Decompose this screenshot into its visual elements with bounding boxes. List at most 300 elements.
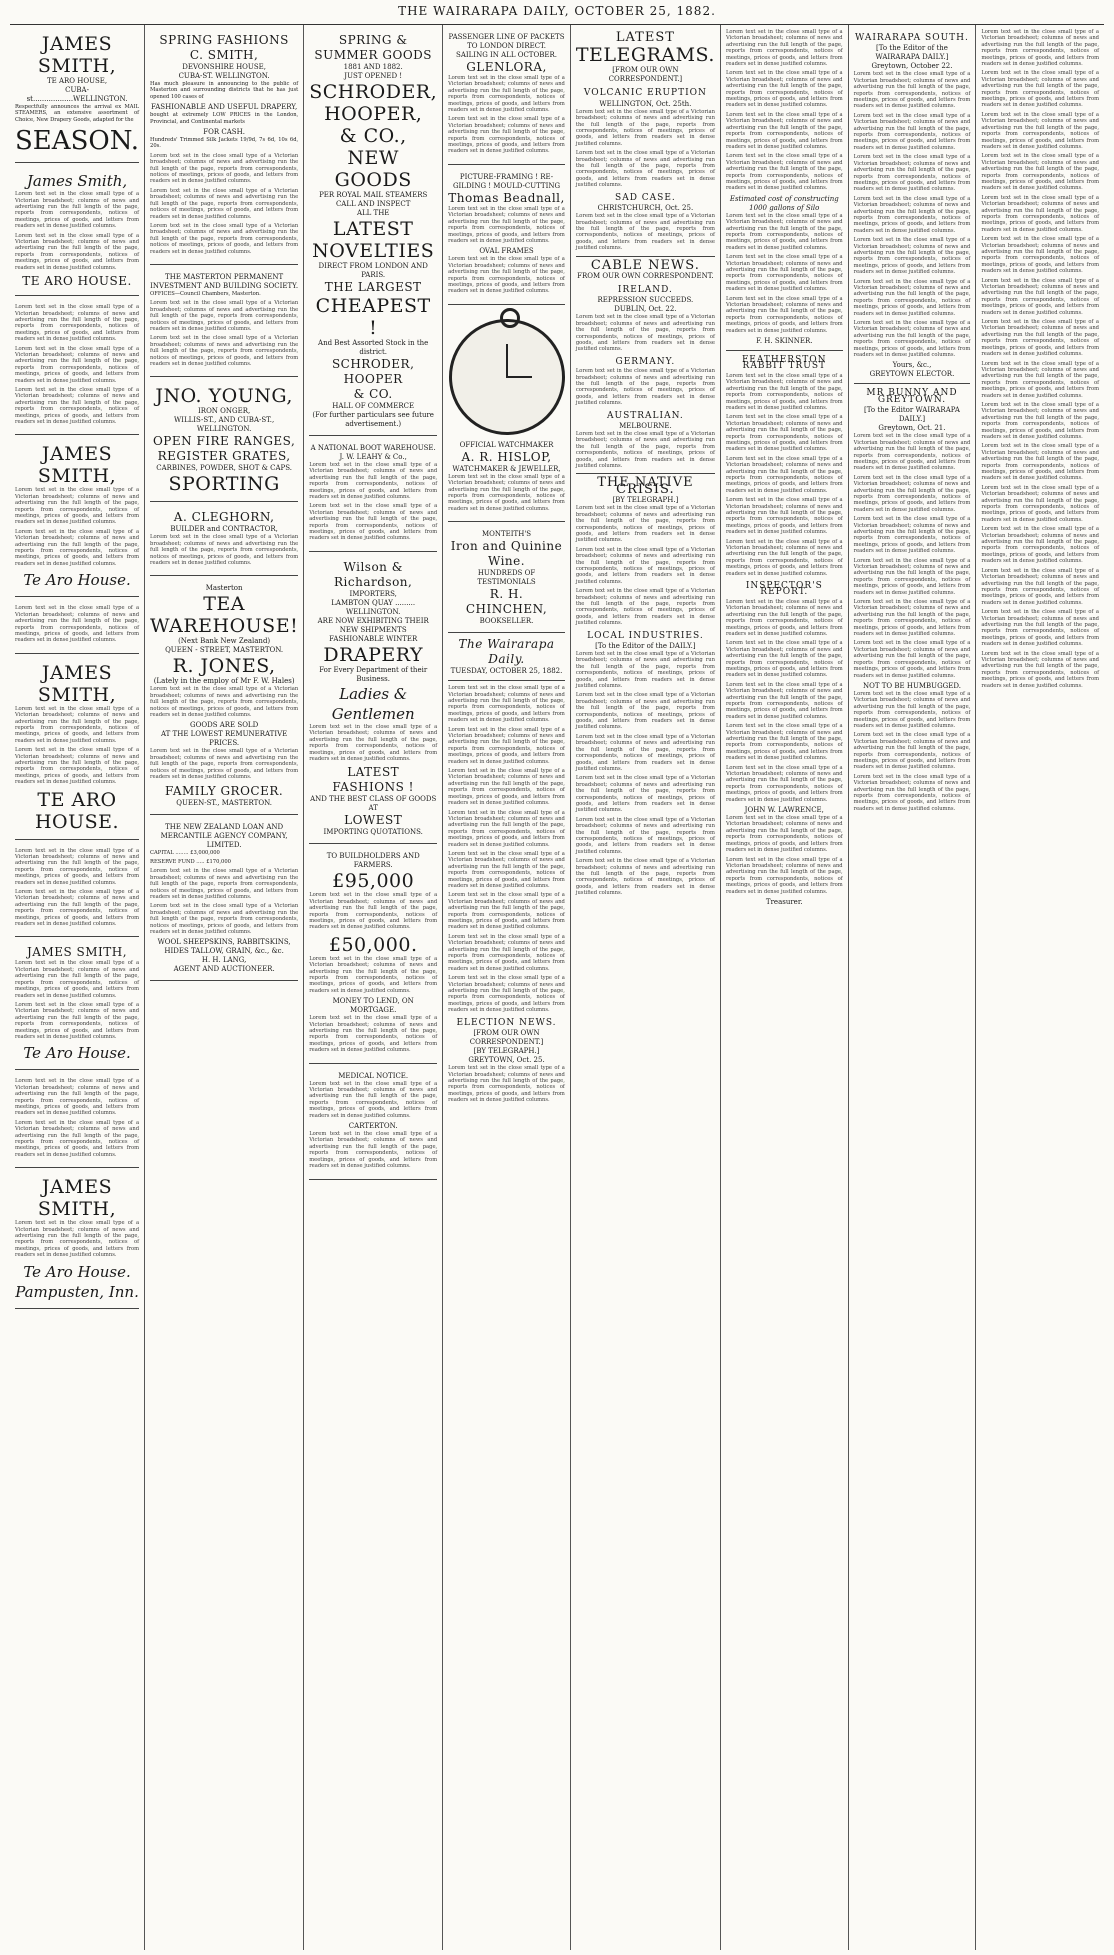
ad-hislop xyxy=(448,309,565,522)
ad-boot-warehouse xyxy=(309,440,437,552)
article-text: Lorem text set in the close small type of a Victorian broadsheet; columns of news and advertising run the full length of the page, reports from correspondents, notices of meetings, prices of goods, and letters from readers set in dense justified columns. xyxy=(448,768,565,807)
ad-amount: £95,000 xyxy=(332,870,415,893)
article-text: Lorem text set in the close small type of a Victorian broadsheet; columns of news and advertising run the full length of the page, reports from correspondents, notices of meetings, prices of goods, and letters from readers set in dense justified columns. xyxy=(725,372,843,411)
section-subheading: FROM OUR OWN CORRESPONDENT. xyxy=(577,271,714,280)
article-text: Lorem text set in the close small type of a Victorian broadsheet; columns of news and advertising run the full length of the page, reports from correspondents, notices of meetings, prices of goods, and letters from readers set in dense justified columns. xyxy=(853,516,971,555)
dateline: GREYTOWN, Oct. 25. xyxy=(468,1056,545,1065)
ad-heading: AT THE LOWEST REMUNERATIVE PRICES. xyxy=(160,730,288,748)
ad-spring-fashions xyxy=(150,29,298,265)
article-text: Lorem text set in the close small type of a Victorian broadsheet; columns of news and advertising run the full length of the page, reports from correspondents, notices of meetings, prices of goods, and letters from readers set in dense justified columns. xyxy=(575,858,715,897)
ad-text: Lorem text set in the close small type of a Victorian broadsheet; columns of news and advertising run the full length of the page, reports from correspondents, notices of meetings, prices of goods, and letters from readers set in dense justified columns. xyxy=(15,232,140,271)
article-text: Lorem text set in the close small type of a Victorian broadsheet; columns of news and advertising run the full length of the page, reports from correspondents, notices of meetings, prices of goods, and letters from readers set in dense justified columns. xyxy=(725,723,843,762)
article-text: Lorem text set in the close small type of a Victorian broadsheet; columns of news and advertising run the full length of the page, reports from correspondents, notices of meetings, prices of goods, and letters from readers set in dense justified columns. xyxy=(725,538,843,577)
article-text: Lorem text set in the close small type of a Victorian broadsheet; columns of news and advertising run the full length of the page, reports from correspondents, notices of meetings, prices of goods, and letters from readers set in dense justified columns. xyxy=(725,295,843,334)
ad-heading: Iron and Quinine Wine. xyxy=(450,539,563,569)
section-heading: WAIRARAPA SOUTH. xyxy=(855,33,969,43)
ad-heading: LATEST FASHIONS ! xyxy=(332,765,414,795)
ad-text: Lorem text set in the close small type of a Victorian broadsheet; columns of news and advertising run the full length of the page, reports from correspondents, notices of meetings, prices of goods, and letters from readers set in dense justified columns. xyxy=(309,1080,438,1119)
article-text: Lorem text set in the close small type of a Victorian broadsheet; columns of news and advertising run the full length of the page, reports from correspondents, notices of meetings, prices of goods, and letters from readers set in dense justified columns. xyxy=(853,237,971,276)
ad-name: C. SMITH, xyxy=(189,48,259,62)
article-text: Lorem text set in the close small type of a Victorian broadsheet; columns of news and advertising run the full length of the page, reports from correspondents, notices of meetings, prices of goods, and letters from readers set in dense justified columns. xyxy=(725,153,843,192)
ad-subtitle: And Best Assorted Stock in the district. xyxy=(318,339,429,356)
ad-heading: LATEST xyxy=(332,218,414,240)
article-text: Lorem text set in the close small type of a Victorian broadsheet; columns of news and advertising run the full length of the page, reports from correspondents, notices of meetings, prices of goods, and letters from readers set in dense justified columns. xyxy=(853,690,971,729)
ad-text: Lorem text set in the close small type of a Victorian broadsheet; columns of news and advertising run the full length of the page, reports from correspondents, notices of meetings, prices of goods, and letters from readers set in dense justified columns. xyxy=(448,75,565,114)
ad-text: bought at extremely LOW PRICES in the London, Provincial, and Continental markets xyxy=(150,112,299,125)
ad-text: Lorem text set in the close small type of a Victorian broadsheet; columns of news and advertising run the full length of the page, reports from correspondents, notices of meetings, prices of goods, and letters from readers set in dense justified columns. xyxy=(150,222,299,255)
ad-title: THE MASTERTON PERMANENT INVESTMENT AND BUILDING SOCIETY. xyxy=(150,272,299,290)
ad-script: Te Aro House. xyxy=(23,1044,131,1063)
ad-text: Lorem text set in the close small type of a Victorian broadsheet; columns of news and advertising run the full length of the page, reports from correspondents, notices of meetings, prices of goods, and letters from readers set in dense justified columns. xyxy=(150,686,299,719)
article-text: Lorem text set in the close small type of a Victorian broadsheet; columns of news and advertising run the full length of the page, reports from correspondents, notices of meetings, prices of goods, and letters from readers set in dense justified columns. xyxy=(448,809,565,848)
ad-title: MONTEITH'S xyxy=(481,530,532,539)
ad-title: SPRING FASHIONS xyxy=(159,33,289,47)
ad-heading: TEA WAREHOUSE! xyxy=(150,593,299,638)
ad-text: Lorem text set in the close small type of a Victorian broadsheet; columns of news and advertising run the full length of the page, reports from correspondents, notices of meetings, prices of goods, and letters from readers set in dense justified columns. xyxy=(448,116,565,155)
article-text: Lorem text set in the close small type of a Victorian broadsheet; columns of news and advertising run the full length of the page, reports from correspondents, notices of meetings, prices of goods, and letters from readers set in dense justified columns. xyxy=(725,764,843,803)
article-text: Lorem text set in the close small type of a Victorian broadsheet; columns of news and advertising run the full length of the page, reports from correspondents, notices of meetings, prices of goods, and letters from readers set in dense justified columns. xyxy=(575,775,715,814)
ad-name: SCHRODER, xyxy=(309,81,438,103)
ad-title: JAMES SMITH, xyxy=(37,1176,117,1221)
article-text: Lorem text set in the close small type of a Victorian broadsheet; columns of news and advertising run the full length of the page, reports from correspondents, notices of meetings, prices of goods, and letters from readers set in dense justified columns. xyxy=(853,71,971,110)
ad-james-smith xyxy=(15,29,139,163)
section-subheading: [BY TELEGRAPH.] xyxy=(612,496,679,505)
dateline: DUBLIN, Oct. 22. xyxy=(614,305,677,314)
ad-title: PICTURE-FRAMING ! RE-GILDING ! MOULD-CUTTING xyxy=(452,172,561,190)
article-text: Lorem text set in the close small type of a Victorian broadsheet; columns of news and advertising run the full length of the page, reports from correspondents, notices of meetings, prices of goods, and letters from readers set in dense justified columns. xyxy=(853,195,971,234)
column-8 xyxy=(976,25,1104,1950)
ad-script: Ladies & Gentlemen xyxy=(331,684,415,723)
article-text: Lorem text set in the close small type of a Victorian broadsheet; columns of news and advertising run the full length of the page, reports from correspondents, notices of meetings, prices of goods, and letters from readers set in dense justified columns. xyxy=(725,815,843,854)
column-1 xyxy=(10,25,145,1950)
ad-name: & CO. xyxy=(353,387,393,401)
ad-heading: FASHIONABLE AND USEFUL DRAPERY, xyxy=(151,103,298,112)
article-text: Lorem text set in the close small type of a Victorian broadsheet; columns of news and advertising run the full length of the page, reports from correspondents, notices of meetings, prices of goods, and letters from readers set in dense justified columns. xyxy=(725,640,843,679)
article-text: Lorem text set in the close small type of a Victorian broadsheet; columns of news and advertising run the full length of the page, reports from correspondents, notices of meetings, prices of goods, and letters from readers set in dense justified columns. xyxy=(725,212,843,251)
article-text: Lorem text set in the close small type of a Victorian broadsheet; columns of news and advertising run the full length of the page, reports from correspondents, notices of meetings, prices of goods, and letters from readers set in dense justified columns. xyxy=(725,856,843,895)
article-text: Lorem text set in the close small type of a Victorian broadsheet; columns of news and advertising run the full length of the page, reports from correspondents, notices of meetings, prices of goods, and letters from readers set in dense justified columns. xyxy=(853,599,971,638)
ad-title: THE NEW ZEALAND LOAN AND MERCANTILE AGENCY COMPANY, LIMITED. xyxy=(160,822,288,849)
ad-heading: CARTERTON. xyxy=(348,1122,398,1131)
ad-text: Lorem text set in the close small type of a Victorian broadsheet; columns of news and advertising run the full length of the page, reports from correspondents, notices of meetings, prices of goods, and letters from readers set in dense justified columns. xyxy=(309,892,438,931)
ad-importations xyxy=(15,1074,139,1168)
ad-subtitle: HALL OF COMMERCE xyxy=(332,402,415,410)
ad-name: Thomas Beadnall, xyxy=(448,190,565,205)
article-text: Lorem text set in the close small type of a Victorian broadsheet; columns of news and advertising run the full length of the page, reports from correspondents, notices of meetings, prices of goods, and letters from readers set in dense justified columns. xyxy=(853,557,971,596)
ad-text: Lorem text set in the close small type of a Victorian broadsheet; columns of news and advertising run the full length of the page, reports from correspondents, notices of meetings, prices of goods, and letters from readers set in dense justified columns. xyxy=(15,889,140,928)
ad-text: Lorem text set in the close small type of a Victorian broadsheet; columns of news and advertising run the full length of the page, reports from correspondents, notices of meetings, prices of goods, and letters from readers set in dense justified columns. xyxy=(15,386,140,425)
ad-name: A. R. HISLOP, xyxy=(461,449,552,464)
ad-heading: MONEY TO LEND, ON MORTGAGE. xyxy=(332,997,414,1015)
column-2 xyxy=(145,25,304,1950)
ad-heading: OVAL FRAMES xyxy=(479,247,534,256)
ad-footer: Pampusten, Inn. xyxy=(15,1282,139,1301)
paper-title: The Wairarapa Daily. xyxy=(458,637,555,667)
ad-subtitle: WATCHMAKER & JEWELLER, xyxy=(452,464,561,473)
article-text: Lorem text set in the close small type of a Victorian broadsheet; columns of news and advertising run the full length of the page, reports from correspondents, notices of meetings, prices of goods, and letters from readers set in dense justified columns. xyxy=(725,254,843,293)
ad-subtitle: ARE NOW EXHIBITING THEIR NEW SHIPMENTS xyxy=(317,616,429,634)
ad-james-smith-5 xyxy=(15,941,139,1070)
ad-heading: DRAPERY xyxy=(323,643,424,666)
ad-james-smith-3 xyxy=(15,439,139,597)
article-text: Lorem text set in the close small type of a Victorian broadsheet; columns of news and advertising run the full length of the page, reports from correspondents, notices of meetings, prices of goods, and letters from readers set in dense justified columns. xyxy=(575,368,715,407)
ad-subtitle: CALL AND INSPECT xyxy=(335,200,411,208)
ad-text: Lorem text set in the close small type of a Victorian broadsheet; columns of news and advertising run the full length of the page, reports from correspondents, notices of meetings, prices of goods, and letters from readers set in dense justified columns. xyxy=(309,503,438,542)
ad-text: Lorem text set in the close small type of a Victorian broadsheet; columns of news and advertising run the full length of the page, reports from correspondents, notices of meetings, prices of goods, and letters from readers set in dense justified columns. xyxy=(15,1119,140,1158)
signature: Treasurer. xyxy=(765,897,803,906)
ad-opened: JUST OPENED ! xyxy=(344,72,403,80)
ad-text: Lorem text set in the close small type of a Victorian broadsheet; columns of news and advertising run the full length of the page, reports from correspondents, notices of meetings, prices of goods, and letters from readers set in dense justified columns. xyxy=(150,534,299,567)
ad-text: Lorem text set in the close small type of a Victorian broadsheet; columns of news and advertising run the full length of the page, reports from correspondents, notices of meetings, prices of goods, and letters from readers set in dense justified columns. xyxy=(309,1015,438,1054)
ad-james-smith-2 xyxy=(15,167,139,296)
article-text: Lorem text set in the close small type of a Victorian broadsheet; columns of news and advertising run the full length of the page, reports from correspondents, notices of meetings, prices of goods, and letters from readers set in dense justified columns. xyxy=(575,431,715,470)
ad-text: Lorem text set in the close small type of a Victorian broadsheet; columns of news and advertising run the full length of the page, reports from correspondents, notices of meetings, prices of goods, and letters from readers set in dense justified columns. xyxy=(15,960,140,999)
dateline: Greytown, October 22. xyxy=(871,62,953,71)
ad-name: R. H. CHINCHEN, xyxy=(465,587,548,617)
ad-heading: WOOL SHEEPSKINS, RABBITSKINS, HIDES TALLOW, GRAIN, &c., &c. xyxy=(157,938,291,956)
ad-text: Lorem text set in the close small type of a Victorian broadsheet; columns of news and advertising run the full length of the page, reports from correspondents, notices of meetings, prices of goods, and letters from readers set in dense justified columns. xyxy=(15,1078,140,1117)
ad-jno-young xyxy=(150,381,298,502)
divider xyxy=(854,383,971,384)
ad-subtitle: DIRECT FROM LONDON AND PARIS. xyxy=(318,262,428,279)
ad-text: Lorem text set in the close small type of a Victorian broadsheet; columns of news and advertising run the full length of the page, reports from correspondents, notices of meetings, prices of goods, and letters from readers set in dense justified columns. xyxy=(448,473,565,512)
ad-subtitle: BOOKSELLER. xyxy=(479,617,534,626)
ad-heading: TE ARO HOUSE. xyxy=(22,274,132,289)
ad-medical xyxy=(309,1068,437,1180)
columns xyxy=(10,24,1104,1950)
dateline: WELLINGTON, Oct. 25th. xyxy=(599,99,692,108)
article-text: Lorem text set in the close small type of a Victorian broadsheet; columns of news and advertising run the full length of the page, reports from correspondents, notices of meetings, prices of goods, and letters from readers set in dense justified columns. xyxy=(981,609,1099,648)
editorial xyxy=(448,637,565,1103)
article-text: Lorem text set in the close small type of a Victorian broadsheet; columns of news and advertising run the full length of the page, reports from correspondents, notices of meetings, prices of goods, and letters from readers set in dense justified columns. xyxy=(853,474,971,513)
article-text: Lorem text set in the close small type of a Victorian broadsheet; columns of news and advertising run the full length of the page, reports from correspondents, notices of meetings, prices of goods, and letters from readers set in dense justified columns. xyxy=(981,484,1099,523)
section-subheading: REPRESSION SUCCEEDS. xyxy=(597,296,694,305)
ad-text: Lorem text set in the close small type of a Victorian broadsheet; columns of news and advertising run the full length of the page, reports from correspondents, notices of meetings, prices of goods, and letters from readers set in dense justified columns. xyxy=(150,187,299,220)
ad-text: Lorem text set in the close small type of a Victorian broadsheet; columns of news and advertising run the full length of the page, reports from correspondents, notices of meetings, prices of goods, and letters from readers set in dense justified columns. xyxy=(309,462,438,501)
ad-name: J. W. LEAHY & Co., xyxy=(339,453,407,461)
ad-heading: GOODS ARE SOLD xyxy=(190,721,259,730)
section-subheading: [BY TELEGRAPH.] xyxy=(473,1047,540,1056)
section-heading: LOCAL INDUSTRIES. xyxy=(587,630,704,641)
ad-heading: NEW GOODS xyxy=(334,147,412,191)
ad-text: Lorem text set in the close small type of a Victorian broadsheet; columns of news and advertising run the full length of the page, reports from correspondents, notices of meetings, prices of goods, and letters from readers set in dense justified columns. xyxy=(309,723,438,762)
article-text: Lorem text set in the close small type of a Victorian broadsheet; columns of news and advertising run the full length of the page, reports from correspondents, notices of meetings, prices of goods, and letters from readers set in dense justified columns. xyxy=(853,732,971,771)
ad-title: TO BUILDHOLDERS AND FARMERS. xyxy=(326,852,420,870)
section-subheading: [FROM OUR OWN CORRESPONDENT.] xyxy=(608,66,683,84)
article-text: Lorem text set in the close small type of a Victorian broadsheet; columns of news and advertising run the full length of the page, reports from correspondents, notices of meetings, prices of goods, and letters from readers set in dense justified columns. xyxy=(981,29,1099,68)
article-text: Lorem text set in the close small type of a Victorian broadsheet; columns of news and advertising run the full length of the page, reports from correspondents, notices of meetings, prices of goods, and letters from readers set in dense justified columns. xyxy=(575,733,715,772)
section-heading: FEATHERSTON RABBIT TRUST xyxy=(742,355,827,372)
signature: F. H. SKINNER. xyxy=(756,337,813,346)
divider xyxy=(726,350,843,351)
ad-season: SEASON. xyxy=(15,126,140,157)
ad-name: H. H. LANG, xyxy=(201,956,247,965)
ad-subtitle: PER ROYAL MAIL STEAMERS xyxy=(319,191,428,199)
article-text: Lorem text set in the close small type of a Victorian broadsheet; columns of news and advertising run the full length of the page, reports from correspondents, notices of meetings, prices of goods, and letters from readers set in dense justified columns. xyxy=(575,505,715,544)
ad-fancy xyxy=(15,844,139,938)
article-text: Lorem text set in the close small type of a Victorian broadsheet; columns of news and advertising run the full length of the page, reports from correspondents, notices of meetings, prices of goods, and letters from readers set in dense justified columns. xyxy=(981,443,1099,482)
ad-title: JAMES SMITH, xyxy=(37,443,117,488)
section-title: TELEGRAMS. xyxy=(575,44,715,67)
article-text: Lorem text set in the close small type of a Victorian broadsheet; columns of news and advertising run the full length of the page, reports from correspondents, notices of meetings, prices of goods, and letters from readers set in dense justified columns. xyxy=(725,111,843,150)
ad-amount: £50,000. xyxy=(328,933,418,956)
signature: Yours, &c., xyxy=(892,361,932,370)
ad-patterns xyxy=(15,601,139,653)
section-heading: ELECTION NEWS. xyxy=(456,1017,557,1028)
ad-james-smith-6 xyxy=(15,1172,139,1308)
ad-text: Lorem text set in the close small type of a Victorian broadsheet; columns of news and advertising run the full length of the page, reports from correspondents, notices of meetings, prices of goods, and letters from readers set in dense justified columns. xyxy=(448,205,565,244)
ad-name: & CO., xyxy=(339,125,407,147)
ad-text: Lorem text set in the close small type of a Victorian broadsheet; columns of news and advertising run the full length of the page, reports from correspondents, notices of meetings, prices of goods, and letters from readers set in dense justified columns. xyxy=(15,191,140,230)
ad-top: SPRING & SUMMER GOODS xyxy=(314,33,432,62)
section-subheading: [To the Editor of the DAILY.] xyxy=(595,642,696,650)
section-heading: IRELAND. xyxy=(617,284,673,295)
ad-title: PASSENGER LINE OF PACKETS TO LONDON DIRECT. xyxy=(448,33,565,50)
article-text: Lorem text set in the close small type of a Victorian broadsheet; columns of news and advertising run the full length of the page, reports from correspondents, notices of meetings, prices of goods, and letters from readers set in dense justified columns. xyxy=(853,278,971,317)
article-text: Lorem text set in the close small type of a Victorian broadsheet; columns of news and advertising run the full length of the page, reports from correspondents, notices of meetings, prices of goods, and letters from readers set in dense justified columns. xyxy=(575,692,715,731)
ad-tea-warehouse xyxy=(150,580,298,814)
ad-heading: SPORTING xyxy=(168,473,280,496)
ad-text: Lorem text set in the close small type of a Victorian broadsheet; columns of news and advertising run the full length of the page, reports from correspondents, notices of meetings, prices of goods, and letters from readers set in dense justified columns. xyxy=(15,528,140,567)
ad-name: HOOPER, xyxy=(324,103,423,125)
section-heading: INSPECTOR'S REPORT. xyxy=(745,581,823,598)
ad-heading: CHEAPEST ! xyxy=(315,295,431,339)
ad-text: Hundreds' Trimmed Silk Jackets 19/9d, 7s 6d, 10s 6d, 20s. xyxy=(150,137,299,150)
ad-text: Lorem text set in the close small type of a Victorian broadsheet; columns of news and advertising run the full length of the page, reports from correspondents, notices of meetings, prices of goods, and letters from readers set in dense justified columns. xyxy=(150,868,299,900)
ad-text: RESERVE FUND ..... £170,000 xyxy=(150,858,231,865)
ad-subtitle: For Every Department of their Business. xyxy=(319,665,428,683)
ad-address: QUEEN-ST., MASTERTON. xyxy=(176,798,272,807)
ad-heading: REGISTER GRATES, xyxy=(157,449,291,464)
ad-text: Lorem text set in the close small type of a Victorian broadsheet; columns of news and advertising run the full length of the page, reports from correspondents, notices of meetings, prices of goods, and letters from readers set in dense justified columns. xyxy=(150,335,299,367)
ad-title: JAMES SMITH, xyxy=(37,33,117,77)
column-4 xyxy=(443,25,571,1950)
article-text: Lorem text set in the close small type of a Victorian broadsheet; columns of news and advertising run the full length of the page, reports from correspondents, notices of meetings, prices of goods, and letters from readers set in dense justified columns. xyxy=(448,726,565,765)
article-text: Lorem text set in the close small type of a Victorian broadsheet; columns of news and advertising run the full length of the page, reports from correspondents, notices of meetings, prices of goods, and letters from readers set in dense justified columns. xyxy=(575,213,715,252)
ad-text: Lorem text set in the close small type of a Victorian broadsheet; columns of news and advertising run the full length of the page, reports from correspondents, notices of meetings, prices of goods, and letters from readers set in dense justified columns. xyxy=(15,1220,140,1259)
ad-title: Wilson & Richardson, xyxy=(334,559,413,589)
ad-text: Lorem text set in the close small type of a Victorian broadsheet; columns of news and advertising run the full length of the page, reports from correspondents, notices of meetings, prices of goods, and letters from readers set in dense justified columns. xyxy=(309,955,438,994)
ad-subtitle: (For further particulars see future advertisement.) xyxy=(312,411,434,428)
section-heading: AUSTRALIAN. xyxy=(607,410,684,421)
ad-subtitle: AGENT AND AUCTIONEER. xyxy=(173,965,275,974)
article-text: Lorem text set in the close small type of a Victorian broadsheet; columns of news and advertising run the full length of the page, reports from correspondents, notices of meetings, prices of goods, and letters from readers set in dense justified columns. xyxy=(853,773,971,812)
ad-ship: GLENLORA, xyxy=(466,60,547,74)
ad-building-society xyxy=(150,269,298,377)
section-subheading: NOT TO BE HUMBUGGED. xyxy=(862,681,961,690)
paper-date: TUESDAY, OCTOBER 25, 1882. xyxy=(450,667,563,676)
ad-heading: THE LARGEST xyxy=(324,280,422,294)
ad-address: DEVONSHIRE HOUSE, xyxy=(182,63,266,71)
ad-name: SCHRODER, xyxy=(331,357,415,371)
ad-heading: TE ARO HOUSE. xyxy=(34,788,120,833)
ad-text: Lorem text set in the close small type of a Victorian broadsheet; columns of news and advertising run the full length of the page, reports from correspondents, notices of meetings, prices of goods, and letters from readers set in dense justified columns. xyxy=(448,256,565,295)
ad-subtitle: FASHIONABLE WINTER xyxy=(329,634,418,643)
ad-heading: NOVELTIES xyxy=(312,240,435,262)
ad-nz-loan xyxy=(150,819,298,982)
ad-heading: FOR CASH. xyxy=(203,128,245,137)
section-subheading: [To the Editor of the WAIRARAPA DAILY.] xyxy=(875,44,949,62)
article-text: Lorem text set in the close small type of a Victorian broadsheet; columns of news and advertising run the full length of the page, reports from correspondents, notices of meetings, prices of goods, and letters from readers set in dense justified columns. xyxy=(981,650,1099,689)
ad-heading: CARBINES, POWDER, SHOT & CAPS. xyxy=(156,464,293,473)
article-text: Lorem text set in the close small type of a Victorian broadsheet; columns of news and advertising run the full length of the page, reports from correspondents, notices of meetings, prices of goods, and letters from readers set in dense justified columns. xyxy=(448,685,565,724)
section-heading: MR BUNNY AND GREYTOWN. xyxy=(866,388,958,405)
ad-text: Lorem text set in the close small type of a Victorian broadsheet; columns of news and advertising run the full length of the page, reports from correspondents, notices of meetings, prices of goods, and letters from readers set in dense justified columns. xyxy=(15,345,140,384)
article-text: Lorem text set in the close small type of a Victorian broadsheet; columns of news and advertising run the full length of the page, reports from correspondents, notices of meetings, prices of goods, and letters from readers set in dense justified columns. xyxy=(981,111,1099,150)
ad-name: R. JONES, xyxy=(172,655,276,678)
ad-text: CAPITAL ........ £3,000,000 xyxy=(150,849,220,856)
section-heading: VOLCANIC ERUPTION xyxy=(583,88,707,99)
ad-name: HOOPER xyxy=(343,372,403,386)
ad-town: WILLIS-ST., AND CUBA-ST., WELLINGTON. xyxy=(173,416,275,434)
article-text: Lorem text set in the close small type of a Victorian broadsheet; columns of news and advertising run the full length of the page, reports from correspondents, notices of meetings, prices of goods, and letters from readers set in dense justified columns. xyxy=(575,588,715,627)
ad-text: Lorem text set in the close small type of a Victorian broadsheet; columns of news and advertising run the full length of the page, reports from correspondents, notices of meetings, prices of goods, and letters from readers set in dense justified columns. xyxy=(15,605,140,644)
divider xyxy=(448,680,565,681)
ad-text: Lorem text set in the close small type of a Victorian broadsheet; columns of news and advertising run the full length of the page, reports from correspondents, notices of meetings, prices of goods, and letters from readers set in dense justified columns. xyxy=(309,1131,438,1170)
ad-wilson-richardson xyxy=(309,556,437,844)
ad-address: LAMBTON QUAY ......... WELLINGTON. xyxy=(331,598,416,616)
article-text: Lorem text set in the close small type of a Victorian broadsheet; columns of news and advertising run the full length of the page, reports from correspondents, notices of meetings, prices of goods, and letters from readers set in dense justified columns. xyxy=(981,236,1099,275)
article-text: Lorem text set in the close small type of a Victorian broadsheet; columns of news and advertising run the full length of the page, reports from correspondents, notices of meetings, prices of goods, and letters from readers set in dense justified columns. xyxy=(725,598,843,637)
ad-script-name: James Smith, xyxy=(26,172,128,191)
ad-text: Lorem text set in the close small type of a Victorian broadsheet; columns of news and advertising run the full length of the page, reports from correspondents, notices of meetings, prices of goods, and letters from readers set in dense justified columns. xyxy=(15,304,140,343)
article-text: Lorem text set in the close small type of a Victorian broadsheet; columns of news and advertising run the full length of the page, reports from correspondents, notices of meetings, prices of goods, and letters from readers set in dense justified columns. xyxy=(575,108,715,147)
article-text: Lorem text set in the close small type of a Victorian broadsheet; columns of news and advertising run the full length of the page, reports from correspondents, notices of meetings, prices of goods, and letters from readers set in dense justified columns. xyxy=(448,975,565,1014)
article-text: Lorem text set in the close small type of a Victorian broadsheet; columns of news and advertising run the full length of the page, reports from correspondents, notices of meetings, prices of goods, and letters from readers set in dense justified columns. xyxy=(575,314,715,353)
ad-heading: LOWEST xyxy=(344,813,403,828)
ad-subtitle: (Next Bank New Zealand) xyxy=(178,637,271,646)
article-text: Lorem text set in the close small type of a Victorian broadsheet; columns of news and advertising run the full length of the page, reports from correspondents, notices of meetings, prices of goods, and letters from readers set in dense justified columns. xyxy=(853,320,971,359)
ad-text: Lorem text set in the close small type of a Victorian broadsheet; columns of news and advertising run the full length of the page, reports from correspondents, notices of meetings, prices of goods, and letters from readers set in dense justified columns. xyxy=(15,847,140,886)
divider xyxy=(576,473,715,474)
article-text: Lorem text set in the close small type of a Victorian broadsheet; columns of news and advertising run the full length of the page, reports from correspondents, notices of meetings, prices of goods, and letters from readers set in dense justified columns. xyxy=(853,640,971,679)
column-5 xyxy=(571,25,721,1950)
article-text: Lorem text set in the close small type of a Victorian broadsheet; columns of news and advertising run the full length of the page, reports from correspondents, notices of meetings, prices of goods, and letters from readers set in dense justified columns. xyxy=(981,277,1099,316)
ad-title: A NATIONAL BOOT WAREHOUSE. xyxy=(310,444,436,452)
ad-text: Lorem text set in the close small type of a Victorian broadsheet; columns of news and advertising run the full length of the page, reports from correspondents, notices of meetings, prices of goods, and letters from readers set in dense justified columns. xyxy=(15,1001,140,1040)
ad-subtitle: HUNDREDS OF TESTIMONIALS xyxy=(477,569,536,587)
ad-title: MEDICAL NOTICE. xyxy=(338,1071,409,1080)
signature: GREYTOWN ELECTOR. xyxy=(869,370,955,379)
table-caption: Estimated cost of constructing 1000 gallons of Silo xyxy=(729,194,839,212)
ad-beadnall xyxy=(448,169,565,305)
dateline: CHRISTCHURCH, Oct. 25. xyxy=(597,204,694,213)
ad-text: Lorem text set in the close small type of a Victorian broadsheet; columns of news and advertising run the full length of the page, reports from correspondents, notices of meetings, prices of goods, and letters from readers set in dense justified columns. xyxy=(150,152,299,185)
ad-text: Has much pleasure in announcing to the public of Masterton and surrounding districts that he has just opened 100 cases of xyxy=(150,81,299,100)
article-text: Lorem text set in the close small type of a Victorian broadsheet; columns of news and advertising run the full length of the page, reports from correspondents, notices of meetings, prices of goods, and letters from readers set in dense justified columns. xyxy=(448,850,565,889)
article-text: Lorem text set in the close small type of a Victorian broadsheet; columns of news and advertising run the full length of the page, reports from correspondents, notices of meetings, prices of goods, and letters from readers set in dense justified columns. xyxy=(981,567,1099,606)
section-heading: SAD CASE. xyxy=(615,192,676,203)
article-text: Lorem text set in the close small type of a Victorian broadsheet; columns of news and advertising run the full length of the page, reports from correspondents, notices of meetings, prices of goods, and letters from readers set in dense justified columns. xyxy=(575,150,715,189)
article-text: Lorem text set in the close small type of a Victorian broadsheet; columns of news and advertising run the full length of the page, reports from correspondents, notices of meetings, prices of goods, and letters from readers set in dense justified columns. xyxy=(448,892,565,931)
ad-address: CUBA-st..................WELLINGTON. xyxy=(26,86,128,103)
article-text: Lorem text set in the close small type of a Victorian broadsheet; columns of news and advertising run the full length of the page, reports from correspondents, notices of meetings, prices of goods, and letters from readers set in dense justified columns. xyxy=(725,414,843,453)
article-text: Lorem text set in the close small type of a Victorian broadsheet; columns of news and advertising run the full length of the page, reports from correspondents, notices of meetings, prices of goods, and letters from readers set in dense justified columns. xyxy=(981,360,1099,399)
ad-text: Lorem text set in the close small type of a Victorian broadsheet; columns of news and advertising run the full length of the page, reports from correspondents, notices of meetings, prices of goods, and letters from readers set in dense justified columns. xyxy=(15,705,140,744)
ad-text: Lorem text set in the close small type of a Victorian broadsheet; columns of news and advertising run the full length of the page, reports from correspondents, notices of meetings, prices of goods, and letters from readers set in dense justified columns. xyxy=(150,300,299,332)
article-text: Lorem text set in the close small type of a Victorian broadsheet; columns of news and advertising run the full length of the page, reports from correspondents, notices of meetings, prices of goods, and letters from readers set in dense justified columns. xyxy=(725,497,843,536)
ad-years: 1881 AND 1882. xyxy=(343,63,403,71)
dateline: Greytown, Oct. 21. xyxy=(878,424,946,433)
section-heading: GERMANY. xyxy=(615,356,676,367)
ad-script: Te Aro House. xyxy=(23,1262,131,1281)
ad-text: Lorem text set in the close small type of a Victorian broadsheet; columns of news and advertising run the full length of the page, reports from correspondents, notices of meetings, prices of goods, and letters from readers set in dense justified columns. xyxy=(15,747,140,786)
ad-millinery xyxy=(15,300,139,435)
article-text: Lorem text set in the close small type of a Victorian broadsheet; columns of news and advertising run the full length of the page, reports from correspondents, notices of meetings, prices of goods, and letters from readers set in dense justified columns. xyxy=(725,681,843,720)
ad-heading: FAMILY GROCER. xyxy=(165,783,284,798)
section-title: CABLE NEWS. xyxy=(590,257,700,273)
ad-town: CUBA-ST. WELLINGTON. xyxy=(178,72,270,80)
ad-title: Masterton xyxy=(205,584,243,593)
ad-monteith xyxy=(448,526,565,633)
ad-address: QUEEN - STREET, MASTERTON. xyxy=(165,646,284,655)
article-text: Lorem text set in the close small type of a Victorian broadsheet; columns of news and advertising run the full length of the page, reports from correspondents, notices of meetings, prices of goods, and letters from readers set in dense justified columns. xyxy=(725,70,843,109)
ad-title: JAMES SMITH, xyxy=(37,661,117,706)
ad-text: Lorem text set in the close small type of a Victorian broadsheet; columns of news and advertising run the full length of the page, reports from correspondents, notices of meetings, prices of goods, and letters from readers set in dense justified columns. xyxy=(150,903,299,935)
article-text: Lorem text set in the close small type of a Victorian broadsheet; columns of news and advertising run the full length of the page, reports from correspondents, notices of meetings, prices of goods, and letters from readers set in dense justified columns. xyxy=(725,29,843,68)
column-6 xyxy=(721,25,849,1950)
ad-text: OFFICES—Council Chambers, Masterton. xyxy=(150,290,261,297)
section-subheading: [FROM OUR OWN CORRESPONDENT.] xyxy=(469,1029,544,1047)
section-subheading: [To the Editor WAIRARAPA DAILY.] xyxy=(864,406,960,424)
article-text: Lorem text set in the close small type of a Victorian broadsheet; columns of news and advertising run the full length of the page, reports from correspondents, notices of meetings, prices of goods, and letters from readers set in dense justified columns. xyxy=(981,401,1099,440)
article-text: Lorem text set in the close small type of a Victorian broadsheet; columns of news and advertising run the full length of the page, reports from correspondents, notices of meetings, prices of goods, and letters from readers set in dense justified columns. xyxy=(448,1065,565,1104)
ad-title: JNO. YOUNG, xyxy=(155,385,293,408)
ad-subtitle: IMPORTING QUOTATIONS. xyxy=(323,828,423,837)
signature: JOHN W. LAWRENCE, xyxy=(744,806,824,815)
ad-text: Respectfully announces the arrival ex MAIL STEAMERS, an extensive assortment of Choice, New Drapery Goods, adapted for the xyxy=(15,104,140,123)
article-text: Lorem text set in the close small type of a Victorian broadsheet; columns of news and advertising run the full length of the page, reports from correspondents, notices of meetings, prices of goods, and letters from readers set in dense justified columns. xyxy=(981,526,1099,565)
ad-subtitle: TE ARO HOUSE, xyxy=(46,77,108,85)
ad-passenger xyxy=(448,29,565,165)
ad-heading: OPEN FIRE RANGES, xyxy=(152,434,296,449)
pocket-watch-illustration xyxy=(449,319,565,435)
article-text: Lorem text set in the close small type of a Victorian broadsheet; columns of news and advertising run the full length of the page, reports from correspondents, notices of meetings, prices of goods, and letters from readers set in dense justified columns. xyxy=(853,154,971,193)
ad-title: A. CLEGHORN, xyxy=(173,510,275,525)
section-title: LATEST xyxy=(615,30,675,45)
article-text: Lorem text set in the close small type of a Victorian broadsheet; columns of news and advertising run the full length of the page, reports from correspondents, notices of meetings, prices of goods, and letters from readers set in dense justified columns. xyxy=(575,546,715,585)
article-text: Lorem text set in the close small type of a Victorian broadsheet; columns of news and advertising run the full length of the page, reports from correspondents, notices of meetings, prices of goods, and letters from readers set in dense justified columns. xyxy=(981,70,1099,109)
ad-subtitle: IRON ONGER, xyxy=(198,407,251,416)
ad-subtitle: ALL THE xyxy=(356,209,390,217)
ad-james-smith-4 xyxy=(15,658,139,840)
watch-hand-icon xyxy=(506,344,508,378)
article-text: Lorem text set in the close small type of a Victorian broadsheet; columns of news and advertising run the full length of the page, reports from correspondents, notices of meetings, prices of goods, and letters from readers set in dense justified columns. xyxy=(448,933,565,972)
ad-subtitle: (Lately in the employ of Mr F. W. Hales) xyxy=(153,677,295,686)
ad-title: JAMES SMITH, xyxy=(26,945,128,960)
ad-text: Lorem text set in the close small type of a Victorian broadsheet; columns of news and advertising run the full length of the page, reports from correspondents, notices of meetings, prices of goods, and letters from readers set in dense justified columns. xyxy=(150,748,299,781)
ad-schroder-hooper xyxy=(309,29,437,436)
ad-caption: OFFICIAL WATCHMAKER xyxy=(459,440,554,449)
ad-subtitle: AND THE BEST CLASS OF GOODS AT xyxy=(310,795,437,813)
ad-money xyxy=(309,848,437,1063)
ad-subtitle: BUILDER and CONTRACTOR, xyxy=(170,525,278,534)
article-text: Lorem text set in the close small type of a Victorian broadsheet; columns of news and advertising run the full length of the page, reports from correspondents, notices of meetings, prices of goods, and letters from readers set in dense justified columns. xyxy=(853,433,971,472)
ad-text: Lorem text set in the close small type of a Victorian broadsheet; columns of news and advertising run the full length of the page, reports from correspondents, notices of meetings, prices of goods, and letters from readers set in dense justified columns. xyxy=(15,487,140,526)
article-text: Lorem text set in the close small type of a Victorian broadsheet; columns of news and advertising run the full length of the page, reports from correspondents, notices of meetings, prices of goods, and letters from readers set in dense justified columns. xyxy=(853,112,971,151)
article-text: Lorem text set in the close small type of a Victorian broadsheet; columns of news and advertising run the full length of the page, reports from correspondents, notices of meetings, prices of goods, and letters from readers set in dense justified columns. xyxy=(575,816,715,855)
ad-cleghorn xyxy=(150,506,298,576)
ad-subtitle: IMPORTERS, xyxy=(349,589,397,598)
ad-script: Te Aro House. xyxy=(23,571,131,590)
section-title: THE NATIVE CRISIS. xyxy=(597,475,694,497)
column-3 xyxy=(304,25,443,1950)
article-text: Lorem text set in the close small type of a Victorian broadsheet; columns of news and advertising run the full length of the page, reports from correspondents, notices of meetings, prices of goods, and letters from readers set in dense justified columns. xyxy=(725,455,843,494)
divider xyxy=(576,256,715,257)
article-text: Lorem text set in the close small type of a Victorian broadsheet; columns of news and advertising run the full length of the page, reports from correspondents, notices of meetings, prices of goods, and letters from readers set in dense justified columns. xyxy=(981,153,1099,192)
article-text: Lorem text set in the close small type of a Victorian broadsheet; columns of news and advertising run the full length of the page, reports from correspondents, notices of meetings, prices of goods, and letters from readers set in dense justified columns. xyxy=(981,194,1099,233)
article-text: Lorem text set in the close small type of a Victorian broadsheet; columns of news and advertising run the full length of the page, reports from correspondents, notices of meetings, prices of goods, and letters from readers set in dense justified columns. xyxy=(981,319,1099,358)
